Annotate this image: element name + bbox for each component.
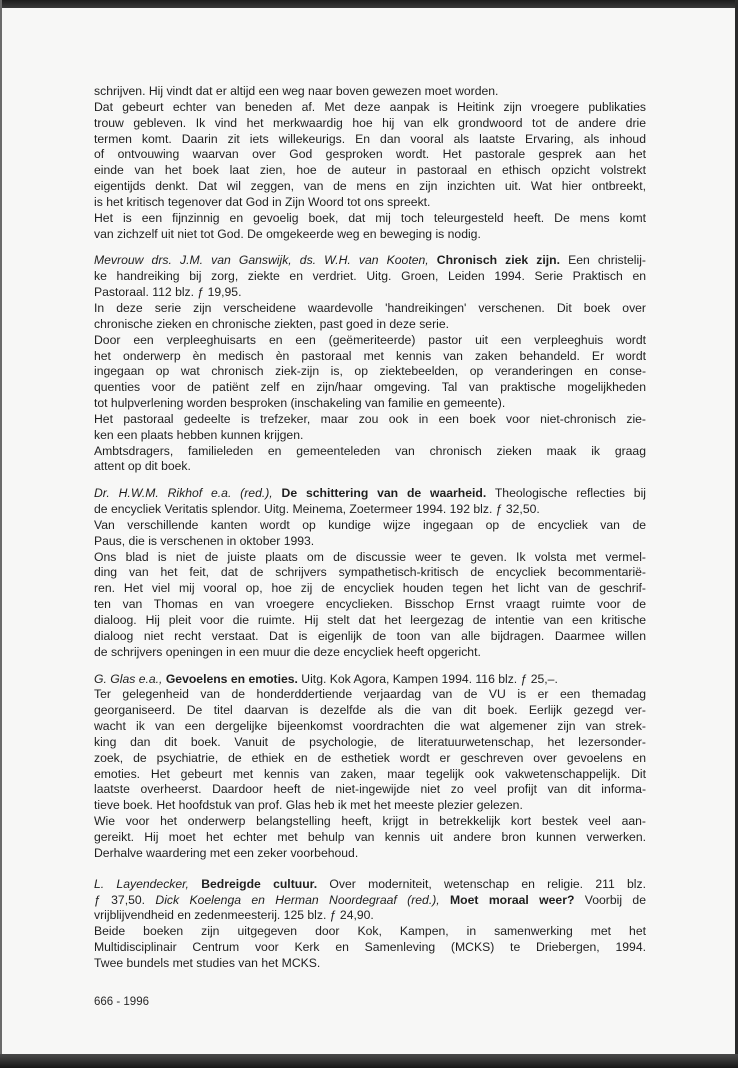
text-line: Het is een fijnzinnig en gevoelig boek, dat mij toch teleurgesteld heeft. De mens komt <box>94 210 646 225</box>
paragraph-gap <box>94 242 646 253</box>
text-line: king dan dit boek. Vanuit de psychologie, de literatuurwetenschap, het lezersonder- <box>94 734 646 749</box>
review-heading-line <box>94 893 646 909</box>
text-line: quenties voor de patiënt zelf en zijn/haar omgeving. Tal van praktische mogelijkheden <box>94 380 646 395</box>
text-line: dialoog. Hij pleit voor die ruimte. Hij stelt dat het leergezag de intentie van een kritische <box>94 613 646 627</box>
text-line: ten van Thomas en van vroegere encyclieken. Bisschop Ernst vraagt ruimte voor de <box>94 597 646 612</box>
text-line: trouw gebleven. Ik vind het merkwaardig hoe hij van elk grondwoord tot de andere drie <box>94 115 646 130</box>
text-line: vrijblijvendheid en zedenmeesterij. 125 blz. ƒ 24,90. <box>94 908 374 923</box>
text-line: einde van het boek laat zien, hoe de auteur in pastoraal en ethisch opzicht volstrekt <box>94 163 646 178</box>
text-line: Van verschillende kanten wordt op kundige wijze ingegaan op de encycliek van de <box>94 517 646 532</box>
text-line: Ambtsdragers, familieleden en gemeenteleden van chronisch zieken maak ik graag <box>94 443 646 458</box>
review-subtitle: Theologische reflecties bij <box>494 486 646 501</box>
text-line: ken een plaats hebben kunnen krijgen. <box>94 427 304 442</box>
review-chronisch-ziek-zijn <box>94 253 646 475</box>
text-line: chronische zieken en chronische ziekten, past goed in deze serie. <box>94 316 450 331</box>
text-line: Derhalve waardering met een zeker voorbehoud. <box>94 845 359 860</box>
scan-border-top <box>0 0 738 8</box>
review-subtitle: Een christelij- <box>568 253 646 268</box>
text-line: zoek, de psychiatrie, de ethiek en de esthetiek wordt er geschreven over gevoelens en <box>94 750 646 765</box>
text-line: Wie voor het onderwerp belangstelling heeft, krijgt in betrekkelijk kort bestek veel aan- <box>94 814 646 829</box>
review-heading-line <box>94 253 646 269</box>
text-line: Ter gelegenheid van de honderddertiende verjaardag van de VU is er een themadag <box>94 687 646 702</box>
text-line: ren. Het viel mij vooral op, hoe zij de encycliek houden tegen het licht van de geschrif- <box>94 581 646 596</box>
text-line: is het kritisch tegenover dat God in Zijn Woord tot ons spreekt. <box>94 194 431 209</box>
text-line: de encycliek Veritatis splendor. Uitg. Meinema, Zoetermeer 1994. 192 blz. ƒ 32,50. <box>94 502 540 517</box>
page-body <box>94 84 646 972</box>
review-heading-line <box>94 877 646 893</box>
text-line: Dat gebeurt echter van beneden af. Met deze aanpak is Heitink zijn vroegere publikaties <box>94 99 646 114</box>
review-title: De schittering van de waarheid. <box>281 486 487 501</box>
review-authors: L. Layendecker, <box>94 876 189 891</box>
text-line: wacht ik van een dergelijke bijeenkomst voordrachten die wat algemener zijn van strek- <box>94 719 646 734</box>
review-title: Gevoelens en emoties. <box>165 671 298 686</box>
text-line: gereikt. Hij moet het echter met behulp van kennis uit andere bron kunnen verwerken. <box>94 829 646 844</box>
text-line: Het pastoraal gedeelte is trefzeker, maar zou ook in een boek voor niet-chronisch zie- <box>94 411 646 426</box>
review-gevoelens-en-emoties <box>94 672 646 862</box>
review-heading-line <box>94 672 646 688</box>
text-line: van zichzelf uit niet tot God. De omgekeerde weg en beweging is nodig. <box>94 226 481 241</box>
text-line: georganiseerd. De titel daarvan is dezelfde als die van dit boek. Eerlijk gezegd ver- <box>94 703 646 718</box>
paragraph-gap <box>94 661 646 672</box>
text-line: of ontvouwing waarvan over God gesproken wordt. Het pastorale gesprek aan het <box>94 147 646 162</box>
text-line: ding van het feit, dat de schrijvers sympathetisch-kritisch de encycliek becommentarië- <box>94 565 646 580</box>
text-line: ingegaan op wat chronisch ziek-zijn is, op ziektebeelden, op veranderingen en conse- <box>94 364 646 379</box>
text-line: termen komt. Daarin zit iets willekeurigs. En dan vooral als laatste Ervaring, als inhoud <box>94 131 646 146</box>
text-line: tieve boek. Het hoofdstuk van prof. Glas heb ik met het meeste plezier gelezen. <box>94 798 523 813</box>
review-heitink-continuation <box>94 84 646 242</box>
text-line: Paus, die is verschenen in oktober 1993. <box>94 533 315 548</box>
review-authors: G. Glas e.a., <box>94 671 163 686</box>
text-line: eigentijds denkt. Dat wil zeggen, van de mens en zijn inzichten uit. Wat hier ontbreekt, <box>94 179 646 194</box>
paragraph-gap <box>94 475 646 486</box>
text-line: Door een verpleeghuisarts en een (geëmeriteerde) pastor uit een verpleeghuis wordt <box>94 332 646 347</box>
review-bedreigde-cultuur-moet-moraal-weer <box>94 877 646 972</box>
review-subtitle: Voorbij de <box>584 892 646 907</box>
review-authors: Dr. H.W.M. Rikhof e.a. (red.), <box>94 486 273 501</box>
text-line: Twee bundels met studies van het MCKS. <box>94 955 321 970</box>
text-line: In deze serie zijn verscheidene waardevolle 'handreikingen' verschenen. Dit boek over <box>94 300 646 315</box>
review-heading-line <box>94 486 646 502</box>
review-authors: Mevrouw drs. J.M. van Ganswijk, ds. W.H. van Kooten, <box>94 253 429 268</box>
text-line: emoties. Het gebeurt met kennis van zaken, maar tegelijk ook vakwetenschappelijk. Dit <box>94 766 646 781</box>
text-line: Ons blad is niet de juiste plaats om de discussie weer te geven. Ik volsta met vermel- <box>94 549 646 564</box>
paragraph-gap <box>94 862 646 877</box>
text-line: ke handreiking bij zorg, ziekte en verdriet. Uitg. Groen, Leiden 1994. Serie Praktisch en <box>94 269 646 284</box>
page-number: 666 - 1996 <box>94 996 149 1008</box>
text-line: Pastoraal. 112 blz. ƒ 19,95. <box>94 285 242 300</box>
text-line: laatste overheerst. Daardoor heeft de niet-ingewijde niet zo veel profijt van dit informa- <box>94 782 646 797</box>
text-line: dialoog niet recht verstaat. Dat is eigenlijk de toon van alle bijdragen. Daarmee willen <box>94 628 646 643</box>
text-line: attent op dit boek. <box>94 459 191 474</box>
review-subtitle: Uitg. Kok Agora, Kampen 1994. 116 blz. ƒ 25,–. <box>301 671 558 686</box>
text-line: Beide boeken zijn uitgegeven door Kok, Kampen, in samenwerking met het <box>94 924 646 939</box>
review-price: ƒ 37,50. <box>94 892 146 907</box>
text-line: schrijven. Hij vindt dat er altijd een weg naar boven gewezen moet worden. <box>94 84 499 98</box>
text-line: Multidisciplinair Centrum voor Kerk en Samenleving (MCKS) te Driebergen, 1994. <box>94 940 646 955</box>
text-line: tot hulpverlening worden besproken (inschakeling van familie en gemeente). <box>94 396 506 411</box>
review-schittering-van-de-waarheid <box>94 486 646 660</box>
text-line: het onderwerp èn medisch èn pastoraal met kennis van zaken behandeld. Er wordt <box>94 348 646 363</box>
scan-border-bottom <box>0 1054 738 1068</box>
text-line: de schrijvers openingen in een muur die deze encycliek heeft opgericht. <box>94 644 481 659</box>
review-title: Chronisch ziek zijn. <box>436 253 560 268</box>
review-authors: Dick Koelenga en Herman Noordegraaf (red.), <box>155 892 440 907</box>
review-title: Moet moraal weer? <box>450 892 575 907</box>
review-title: Bedreigde cultuur. <box>201 876 318 891</box>
review-subtitle: Over moderniteit, wetenschap en religie. 211 blz. <box>329 876 646 891</box>
